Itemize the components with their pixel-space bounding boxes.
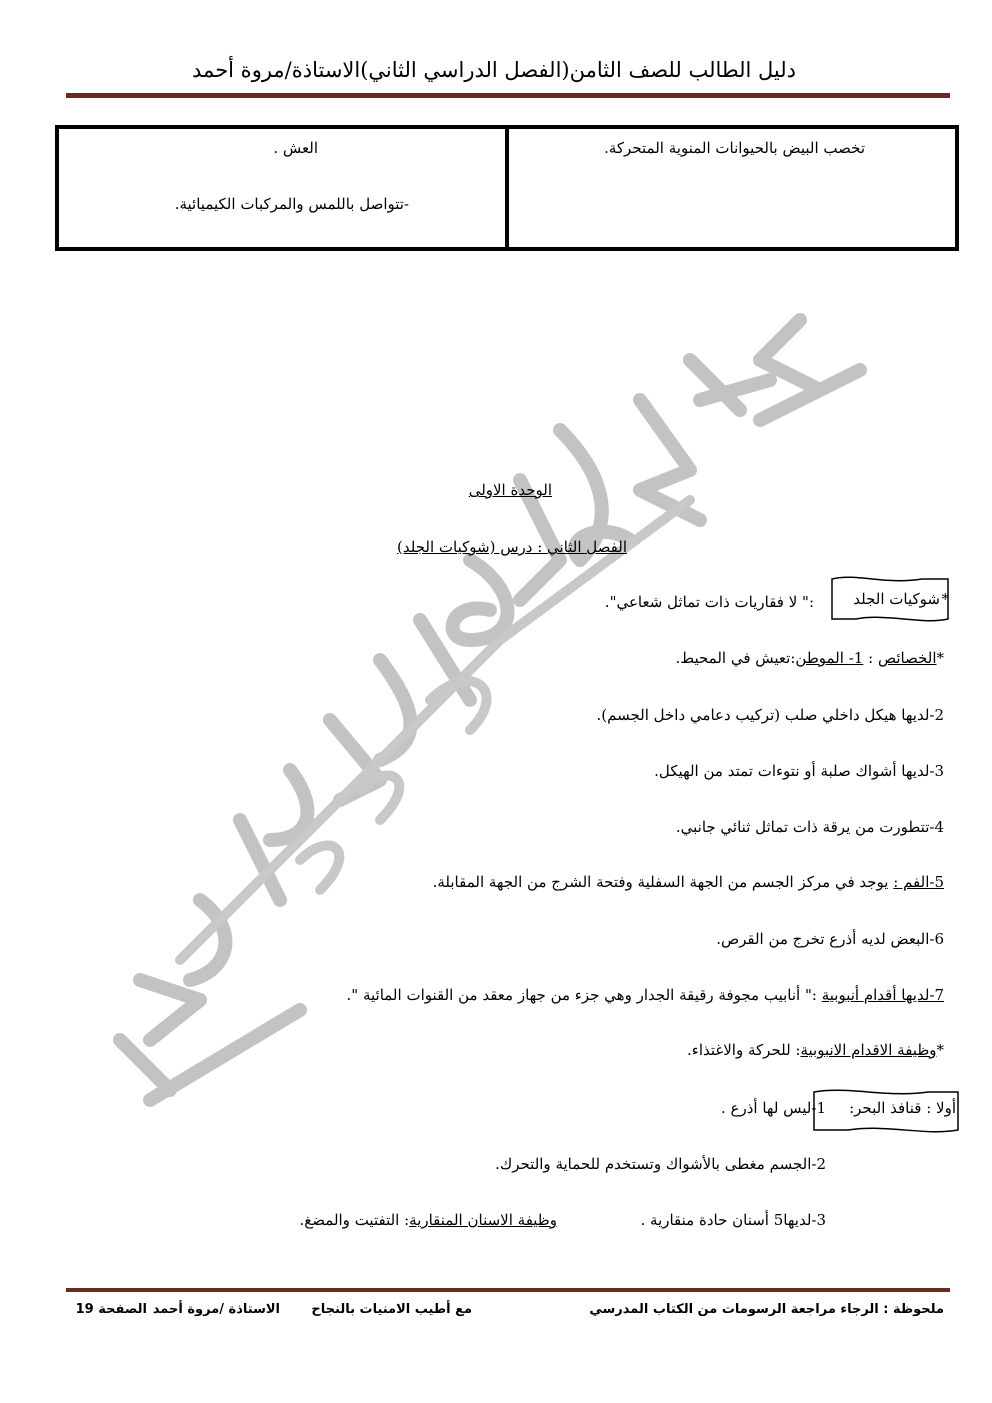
sea-urchin-item-3: 3-لديها5 أسنان حادة منقارية . [640,1211,826,1229]
features-label: الخصائص [877,649,937,667]
feature-item-7 [347,986,944,1004]
footer-note: ملحوظة : الرجاء مراجعة الرسومات من الكتاب المدرسي [589,1302,944,1317]
item5-label: 5-الفم : [893,873,944,891]
header-rule [66,93,950,98]
definition-text: :" لا فقاريات ذات تماثل شعاعي". [604,593,814,611]
footer-page-number: الصفحة 19 [75,1302,147,1317]
tube-feet-function [687,1041,944,1059]
teeth-function [300,1211,557,1229]
sea-urchin-item-2: 2-الجسم مغطى بالأشواك وتستخدم للحماية والتحرك. [495,1155,826,1173]
feature-item-4: 4-تتطورت من يرقة ذات تماثل ثنائي جانبي. [675,818,944,836]
comparison-table [55,125,959,251]
definition-star: * [941,590,949,608]
tube-feet-star: * [936,1041,944,1059]
sea-urchins-label: أولا : قنافذ البحر: [849,1099,956,1117]
item7-label: 7-لديها أقدام أنبوبية [821,986,944,1004]
feature-item-3: 3-لديها أشواك صلبة أو نتوءات تمتد من الهيكل. [654,762,944,780]
feature-item-6: 6-البعض لديه أذرع تخرج من القرص. [716,930,944,948]
sea-urchin-item-1: 1-ليس لها أذرع . [720,1099,826,1117]
table-cell-left-line1: العش . [273,139,318,157]
feature-item-2: 2-لديها هيكل داخلي صلب (تركيب دعامي داخل الجسم). [596,706,944,724]
definition-box-label: شوكيات الجلد [853,590,940,608]
tube-feet-label: وظيفة الاقدام الانبوبية [800,1041,937,1059]
features-intro [675,649,944,667]
lesson-heading: الفصل الثاني : درس (شوكيات الجلد) [397,538,627,556]
item5-text: يوجد في مركز الجسم من الجهة السفلية وفتحة الشرج من الجهة المقابلة. [432,873,889,891]
item7-text: :" أنابيب مجوفة رقيقة الجدار وهي جزء من جهاز معقد من القنوات المائية ". [346,986,817,1004]
footer-rule [66,1288,950,1292]
habitat-text: :تعيش في المحيط. [675,649,796,667]
table-cell-left-line2: -تتواصل باللمس والمركبات الكيميائية. [174,195,409,213]
habitat-label: 1- الموطن [795,649,864,667]
table-cell-right [505,129,955,247]
table-cell-left [59,129,505,247]
feature-item-5 [433,873,944,891]
table-cell-right-text: تخصب البيض بالحيوانات المنوية المتحركة. [604,139,865,157]
teeth-label: وظيفة الاسنان المنقارية [409,1211,557,1229]
footer-teacher: الاستاذة /مروة أحمد [152,1302,280,1317]
page-header-title: دليل الطالب للصف الثامن(الفصل الدراسي الثاني)الاستاذة/مروة أحمد [192,58,796,82]
unit-heading: الوحدة الاولى [468,481,552,499]
tube-feet-text: : للحركة والاغتذاء. [687,1041,801,1059]
teeth-text: : التفتيت والمضغ. [299,1211,410,1229]
features-colon: : [868,649,874,667]
footer-wish: مع أطيب الامنيات بالنجاح [311,1302,472,1317]
features-star: * [936,649,944,667]
